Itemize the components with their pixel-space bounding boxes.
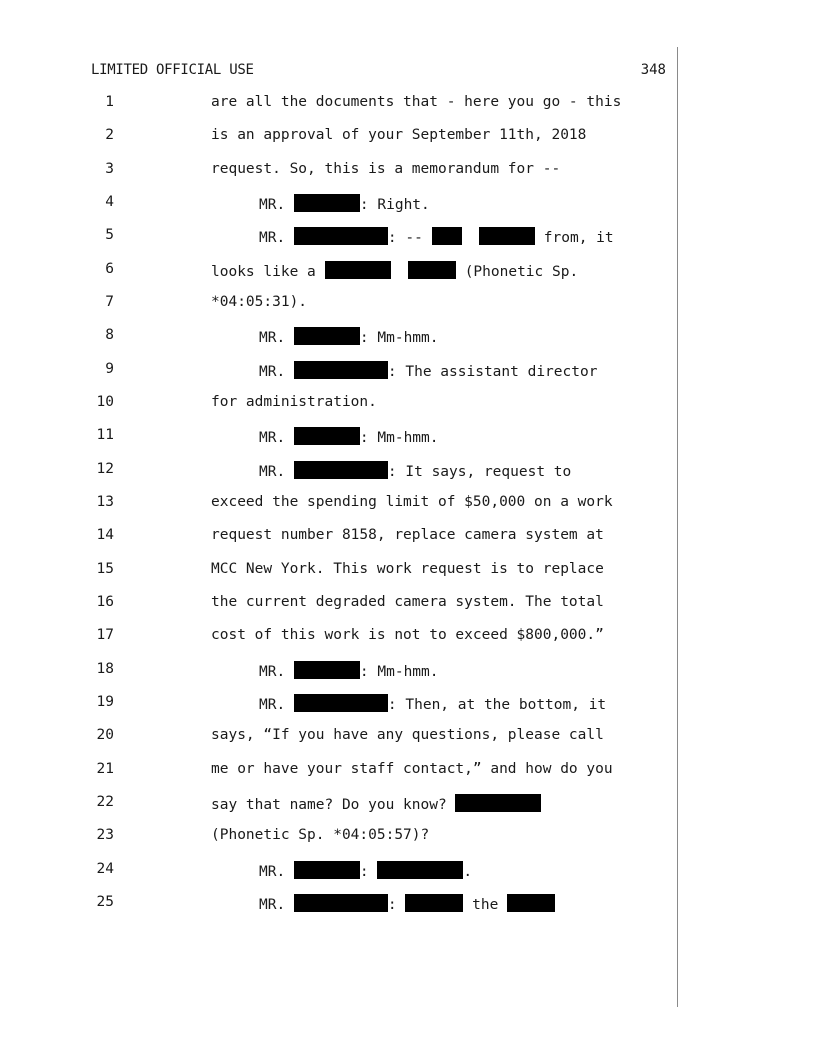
transcript-line — [0, 827, 816, 851]
transcript-line — [0, 794, 816, 818]
redaction-box — [294, 361, 388, 379]
transcript-line — [0, 427, 816, 451]
transcript-line — [0, 394, 816, 418]
transcript-line — [0, 727, 816, 751]
transcript-line — [0, 461, 816, 485]
line-number: 23 — [96, 827, 114, 843]
redaction-box — [325, 261, 391, 279]
line-text: MR. : -- from, it — [259, 227, 614, 246]
line-number: 10 — [96, 394, 114, 410]
line-number: 1 — [105, 94, 114, 110]
line-number: 8 — [105, 327, 114, 343]
line-text: is an approval of your September 11th, 2018 — [211, 127, 587, 143]
transcript-line — [0, 761, 816, 785]
line-text: MR. : Mm-hmm. — [259, 661, 439, 680]
line-number: 24 — [96, 861, 114, 877]
line-text: are all the documents that - here you go - this — [211, 94, 622, 110]
line-number: 15 — [96, 561, 114, 577]
line-number: 14 — [96, 527, 114, 543]
redaction-box — [455, 794, 541, 812]
line-text: say that name? Do you know? — [211, 794, 541, 813]
redaction-box — [294, 894, 388, 912]
transcript-line — [0, 861, 816, 885]
line-number: 6 — [105, 261, 114, 277]
line-number: 11 — [96, 427, 114, 443]
page-header-title: LIMITED OFFICIAL USE — [91, 62, 254, 78]
line-number: 18 — [96, 661, 114, 677]
line-text: (Phonetic Sp. *04:05:57)? — [211, 827, 430, 843]
line-text: exceed the spending limit of $50,000 on a work — [211, 494, 613, 510]
redaction-box — [507, 894, 555, 912]
redaction-box — [294, 427, 360, 445]
transcript-line — [0, 894, 816, 918]
transcript-line — [0, 327, 816, 351]
line-number: 3 — [105, 161, 114, 177]
transcript-line — [0, 561, 816, 585]
redaction-box — [294, 227, 388, 245]
line-text: request number 8158, replace camera system at — [211, 527, 604, 543]
line-number: 7 — [105, 294, 114, 310]
line-number: 22 — [96, 794, 114, 810]
line-number: 12 — [96, 461, 114, 477]
line-text: MR. : The assistant director — [259, 361, 597, 380]
line-text: request. So, this is a memorandum for -- — [211, 161, 561, 177]
redaction-box — [294, 461, 388, 479]
transcript-line — [0, 627, 816, 651]
line-number: 5 — [105, 227, 114, 243]
transcript-line — [0, 294, 816, 318]
redaction-box — [294, 861, 360, 879]
line-text: the current degraded camera system. The total — [211, 594, 604, 610]
line-number: 20 — [96, 727, 114, 743]
page-number: 348 — [640, 62, 666, 78]
redaction-box — [294, 661, 360, 679]
redaction-box — [432, 227, 462, 245]
transcript-line — [0, 127, 816, 151]
transcript-line — [0, 494, 816, 518]
line-text: MR. : Mm-hmm. — [259, 327, 439, 346]
transcript-line — [0, 94, 816, 118]
transcript-line — [0, 161, 816, 185]
transcript-line — [0, 361, 816, 385]
redaction-box — [294, 194, 360, 212]
redaction-box — [294, 694, 388, 712]
line-text: MR. : Mm-hmm. — [259, 427, 439, 446]
transcript-line — [0, 661, 816, 685]
line-text: *04:05:31). — [211, 294, 308, 310]
line-number: 9 — [105, 361, 114, 377]
line-number: 4 — [105, 194, 114, 210]
line-number: 2 — [105, 127, 114, 143]
line-text: MR. : . — [259, 861, 472, 880]
transcript-line — [0, 694, 816, 718]
redaction-box — [294, 327, 360, 345]
line-number: 16 — [96, 594, 114, 610]
line-text: MR. : the — [259, 894, 555, 913]
transcript-line — [0, 194, 816, 218]
line-number: 21 — [96, 761, 114, 777]
transcript-line — [0, 227, 816, 251]
line-text: MR. : Then, at the bottom, it — [259, 694, 606, 713]
line-number: 17 — [96, 627, 114, 643]
line-text: looks like a (Phonetic Sp. — [211, 261, 578, 280]
line-text: MR. : Right. — [259, 194, 430, 213]
line-text: MR. : It says, request to — [259, 461, 571, 480]
line-text: me or have your staff contact,” and how do you — [211, 761, 613, 777]
line-text: says, “If you have any questions, please call — [211, 727, 604, 743]
line-number: 13 — [96, 494, 114, 510]
transcript-line — [0, 527, 816, 551]
line-number: 19 — [96, 694, 114, 710]
line-text: for administration. — [211, 394, 377, 410]
line-text: MCC New York. This work request is to replace — [211, 561, 604, 577]
redaction-box — [377, 861, 463, 879]
transcript-line — [0, 594, 816, 618]
transcript-line — [0, 261, 816, 285]
line-text: cost of this work is not to exceed $800,000.” — [211, 627, 604, 643]
redaction-box — [479, 227, 535, 245]
redaction-box — [405, 894, 463, 912]
line-number: 25 — [96, 894, 114, 910]
redaction-box — [408, 261, 456, 279]
